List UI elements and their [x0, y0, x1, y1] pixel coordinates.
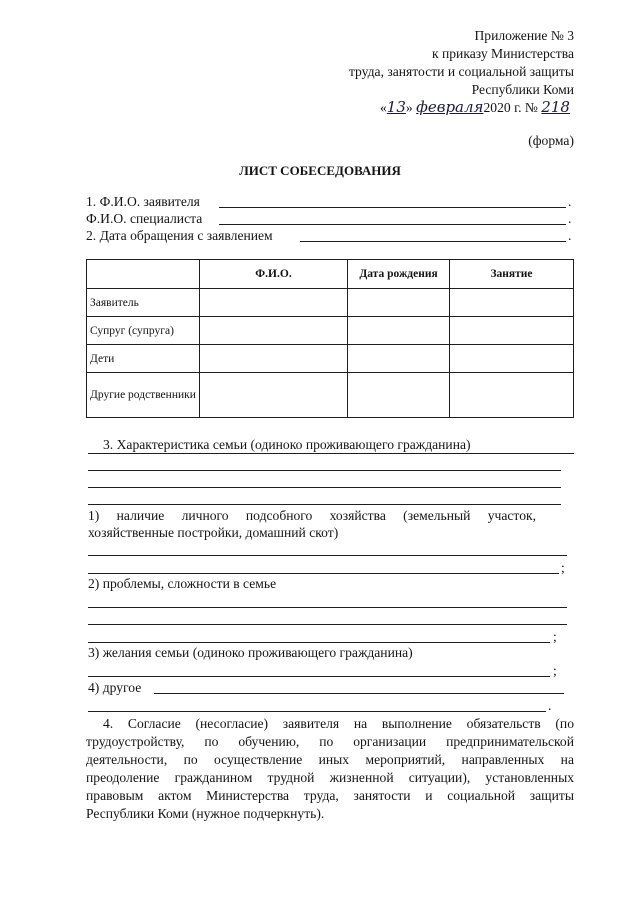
date-day-handwritten: 13: [386, 98, 406, 116]
item1-write-line[interactable]: [88, 573, 559, 574]
section4-line: Республики Коми (нужное подчеркнуть).: [86, 806, 325, 821]
row-label: Дети: [87, 345, 200, 373]
row-label: Супруг (супруга): [87, 317, 200, 345]
date-month-handwritten: февраля: [416, 98, 484, 116]
table-cell[interactable]: [450, 317, 574, 345]
row-label: Другие родственники: [87, 373, 200, 418]
table-cell[interactable]: [348, 289, 450, 317]
order-ministry-line: к приказу Министерства: [431, 46, 574, 61]
table-row: [87, 289, 574, 317]
applicant-name-label: 1. Ф.И.О. заявителя: [86, 194, 200, 209]
order-number-handwritten: 218: [541, 98, 570, 116]
item2-text: 2) проблемы, сложности в семье: [88, 576, 277, 591]
section3-write-line[interactable]: [88, 470, 561, 471]
table-cell[interactable]: [200, 345, 348, 373]
item1-text-line2: хозяйственные постройки, домашний скот): [88, 525, 339, 540]
table-row: [87, 373, 574, 418]
section4-line: трудоустройству, по обучению, по организации предпринимательской: [86, 734, 574, 749]
item2-write-line[interactable]: [88, 607, 567, 608]
table-cell[interactable]: [200, 373, 348, 418]
appendix-number: Приложение № 3: [474, 28, 574, 43]
section4-line: правовым актом Министерства труда, занятости и социальной защиты: [86, 788, 574, 803]
item1-text-line1: 1) наличие личного подсобного хозяйства (земельный участок,: [88, 508, 536, 523]
item2-write-line[interactable]: [88, 624, 567, 625]
table-cell[interactable]: [200, 289, 348, 317]
table-row: [87, 345, 574, 373]
end-dot: .: [568, 194, 572, 209]
section4-line: деятельности, по осуществление иных мероприятий, направленных на: [86, 752, 574, 767]
applicant-name-field[interactable]: [219, 207, 566, 208]
end-dot: .: [548, 698, 552, 713]
table-cell[interactable]: [450, 345, 574, 373]
section3-write-line[interactable]: [88, 504, 561, 505]
end-dot: .: [568, 228, 572, 243]
ministry-name-line: труда, занятости и социальной защиты: [348, 64, 574, 79]
item4-write-line[interactable]: [88, 711, 546, 712]
table-header-occupation: Занятие: [450, 260, 574, 289]
table-row: [87, 317, 574, 345]
table-cell[interactable]: [348, 373, 450, 418]
family-table: [86, 259, 574, 418]
semicolon: ;: [553, 629, 557, 644]
document-title: ЛИСТ СОБЕСЕДОВАНИЯ: [239, 163, 401, 178]
end-dot: .: [568, 211, 572, 226]
table-cell[interactable]: [450, 289, 574, 317]
table-cell[interactable]: [348, 345, 450, 373]
date-close-quote: »: [405, 100, 413, 115]
item2-write-line[interactable]: [88, 642, 550, 643]
semicolon: ;: [561, 560, 565, 575]
order-date-line: [380, 99, 570, 116]
table-header-row: [87, 260, 574, 289]
table-header-cell: [87, 260, 200, 289]
section3-title: 3. Характеристика семьи (одиноко проживающего гражданина): [103, 437, 471, 452]
table-cell[interactable]: [348, 317, 450, 345]
item1-write-line[interactable]: [88, 555, 567, 556]
row-label: Заявитель: [87, 289, 200, 317]
table-cell[interactable]: [200, 317, 348, 345]
section3-write-line[interactable]: [88, 487, 561, 488]
application-date-label: 2. Дата обращения с заявлением: [86, 228, 273, 243]
republic-line: Республики Коми: [471, 82, 574, 97]
form-label: (форма): [528, 133, 574, 148]
application-date-field[interactable]: [300, 241, 566, 242]
date-open-quote: «: [380, 100, 387, 115]
semicolon: ;: [553, 663, 557, 678]
specialist-name-label: Ф.И.О. специалиста: [86, 211, 203, 226]
section4-line: преодоление гражданином трудной жизненной ситуации), установленных: [86, 770, 574, 785]
section3-title-underline: [88, 453, 574, 454]
item4-text: 4) другое: [88, 680, 142, 695]
table-header-birthdate: Дата рождения: [348, 260, 450, 289]
table-header-fio: Ф.И.О.: [200, 260, 348, 289]
item4-write-line[interactable]: [154, 693, 564, 694]
item3-text: 3) желания семьи (одиноко проживающего гражданина): [88, 645, 413, 660]
date-year-label: 2020 г. №: [483, 100, 538, 115]
specialist-name-field[interactable]: [219, 224, 566, 225]
section4-paragraph: [86, 716, 574, 822]
item3-write-line[interactable]: [88, 676, 550, 677]
table-cell[interactable]: [450, 373, 574, 418]
section4-line: 4. Согласие (несогласие) заявителя на выполнение обязательств (по: [103, 716, 574, 731]
